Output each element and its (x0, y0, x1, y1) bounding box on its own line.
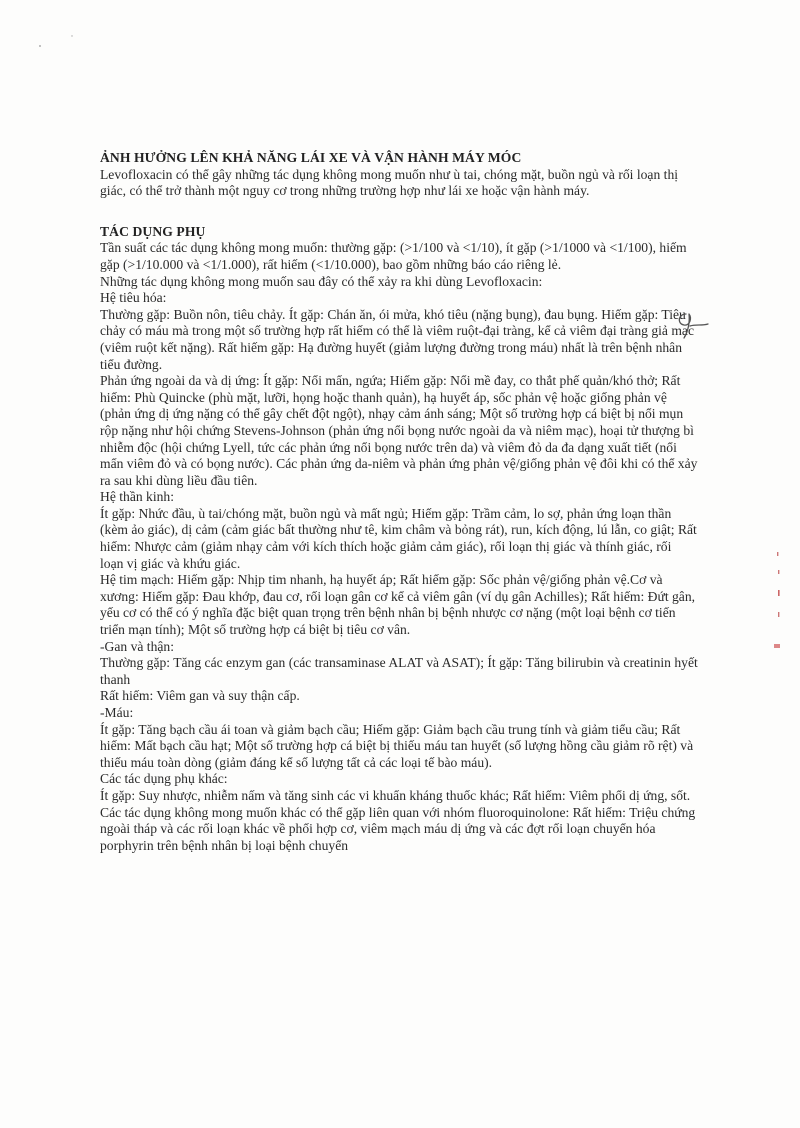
nervous-heading: Hệ thần kinh: (100, 489, 174, 505)
side-effects-frequency: Tần suất các tác dụng không mong muốn: thường gặp: (>1/100 và <1/10), ít gặp (>1/1000 và <1/100), hiếm gặp (>1/10.000 và <1/1.000), rất hiếm (<1/10.000), bao gồm những báo cáo riêng lẻ. (100, 240, 687, 272)
cardio-muscle-body: Hệ tim mạch: Hiếm gặp: Nhịp tim nhanh, hạ huyết áp; Rất hiếm gặp: Sốc phản vệ/giống phản vệ.Cơ và xương: Hiếm gặp: Đau khớp, đau cơ, rối loạn gân cơ kể cả viêm gân (ví dụ gân Achilles); Rất hiếm: Đứt gân, yếu cơ có thể có ý nghĩa đặc biệt quan trọng trên bệnh nhân bị bệnh nhược cơ nặng (một loại bệnh cơ tiến triển mạn tính); Một số trường hợp cá biệt bị tiêu cơ vân. (100, 572, 696, 638)
other-body: Ít gặp: Suy nhược, nhiễm nấm và tăng sinh các vi khuẩn kháng thuốc khác; Rất hiếm: Viêm phổi dị ứng, sốt. Các tác dụng không mong muốn khác có thể gặp liên quan với nhóm fluoroquinolone: Rất hiếm: Triệu chứng ngoài tháp và các rối loạn khác về phối hợp cơ, viêm mạch máu dị ứng và các đợt rối loạn chuyển hóa porphyrin trên bệnh nhân bị loại bệnh chuyển (100, 787, 696, 853)
blood-heading: -Máu: (100, 705, 134, 720)
document-content (100, 150, 698, 854)
blood-body: Ít gặp: Tăng bạch cầu ái toan và giảm bạch cầu; Hiếm gặp: Giảm bạch cầu trung tính và giảm tiểu cầu; Rất hiếm: Mất bạch cầu hạt; Một số trường hợp cá biệt bị thiếu máu tan huyết (số lượng hồng cầu giảm rõ rệt) và thiếu máu toàn dòng (giảm đáng kể số lượng tất cả các loại tế bào máu). (100, 721, 694, 770)
section-body-driving: Levofloxacin có thể gây những tác dụng không mong muốn như ù tai, chóng mặt, buồn ngủ và rối loạn thị giác, có thể trở thành một nguy cơ trong những trường hợp như lái xe hoặc vận hành máy. (100, 166, 679, 199)
page-edge-marks (770, 548, 790, 668)
liver-kidney-rare: Rất hiếm: Viêm gan và suy thận cấp. (100, 688, 300, 704)
section-title-driving: ẢNH HƯỞNG LÊN KHẢ NĂNG LÁI XE VÀ VẬN HÀNH MÁY MÓC (100, 150, 522, 165)
section-title-side-effects: TÁC DỤNG PHỤ (100, 223, 206, 239)
liver-kidney-body: Thường gặp: Tăng các enzym gan (các transaminase ALAT và ASAT); Ít gặp: Tăng bilirubin và creatinin hyết thanh (100, 655, 698, 687)
scan-speck-mark (30, 30, 80, 70)
other-heading: Các tác dụng phụ khác: (100, 771, 228, 787)
side-effects-intro: Những tác dụng không mong muốn sau đây có thể xảy ra khi dùng Levofloxacin: (100, 273, 543, 289)
digestive-body: Thường gặp: Buồn nôn, tiêu chảy. Ít gặp: Chán ăn, ói mửa, khó tiêu (nặng bụng), đau bụng. Hiếm gặp: Tiêu chảy có máu mà trong một số trường hợp rất hiếm có thể là viêm ruột-đại tràng, kể cả viêm đại tràng giả mạc (viêm ruột kết nặng). Rất hiếm gặp: Hạ đường huyết (giảm lượng đường trong máu) nhất là trên bệnh nhân tiểu đường. (100, 306, 695, 372)
liver-kidney-heading: -Gan và thận: (100, 638, 174, 654)
nervous-body: Ít gặp: Nhức đầu, ù tai/chóng mặt, buồn ngủ và mất ngủ; Hiếm gặp: Trầm cảm, lo sợ, phản ứng loạn thần (kèm ảo giác), dị cảm (cảm giác bất thường như tê, kim châm và bỏng rát), run, kích động, lú lẫn, co giật; Rất hiếm: Nhược cảm (giảm nhạy cảm với kích thích hoặc giảm cảm giác), rối loạn thị giác và thính giác, rối loạn vị giác và khứu giác. (100, 505, 697, 571)
skin-allergy-body: Phản ứng ngoài da và dị ứng: Ít gặp: Nổi mẩn, ngứa; Hiếm gặp: Nổi mề đay, co thắt phế quản/khó thở; Rất hiếm: Phù Quincke (phù mặt, lưỡi, họng hoặc thanh quản), hạ huyết áp, sốc phản vệ hoặc giống phản vệ (phản ứng dị ứng nặng có thể gây chết đột ngột), nhạy cảm ánh sáng; Một số trường hợp cá biệt bị nổi mụn rộp nặng như hội chứng Stevens-Johnson (phản ứng nổi bọng nước ngoài da và niêm mạc), hoại tử thượng bì nhiễm độc (hội chứng Lyell, tức các phản ứng nổi bọng nước trên da) và viêm đỏ da đa dạng xuất tiết (nổi mẩn viêm đỏ và có bọng nước). Các phản ứng da-niêm và phản ứng phản vệ/giống phản vệ đôi khi có thể xảy ra sau khi dùng liều đầu tiên. (100, 373, 698, 488)
handwritten-initial-signature (672, 308, 712, 342)
digestive-heading: Hệ tiêu hóa: (100, 290, 167, 306)
